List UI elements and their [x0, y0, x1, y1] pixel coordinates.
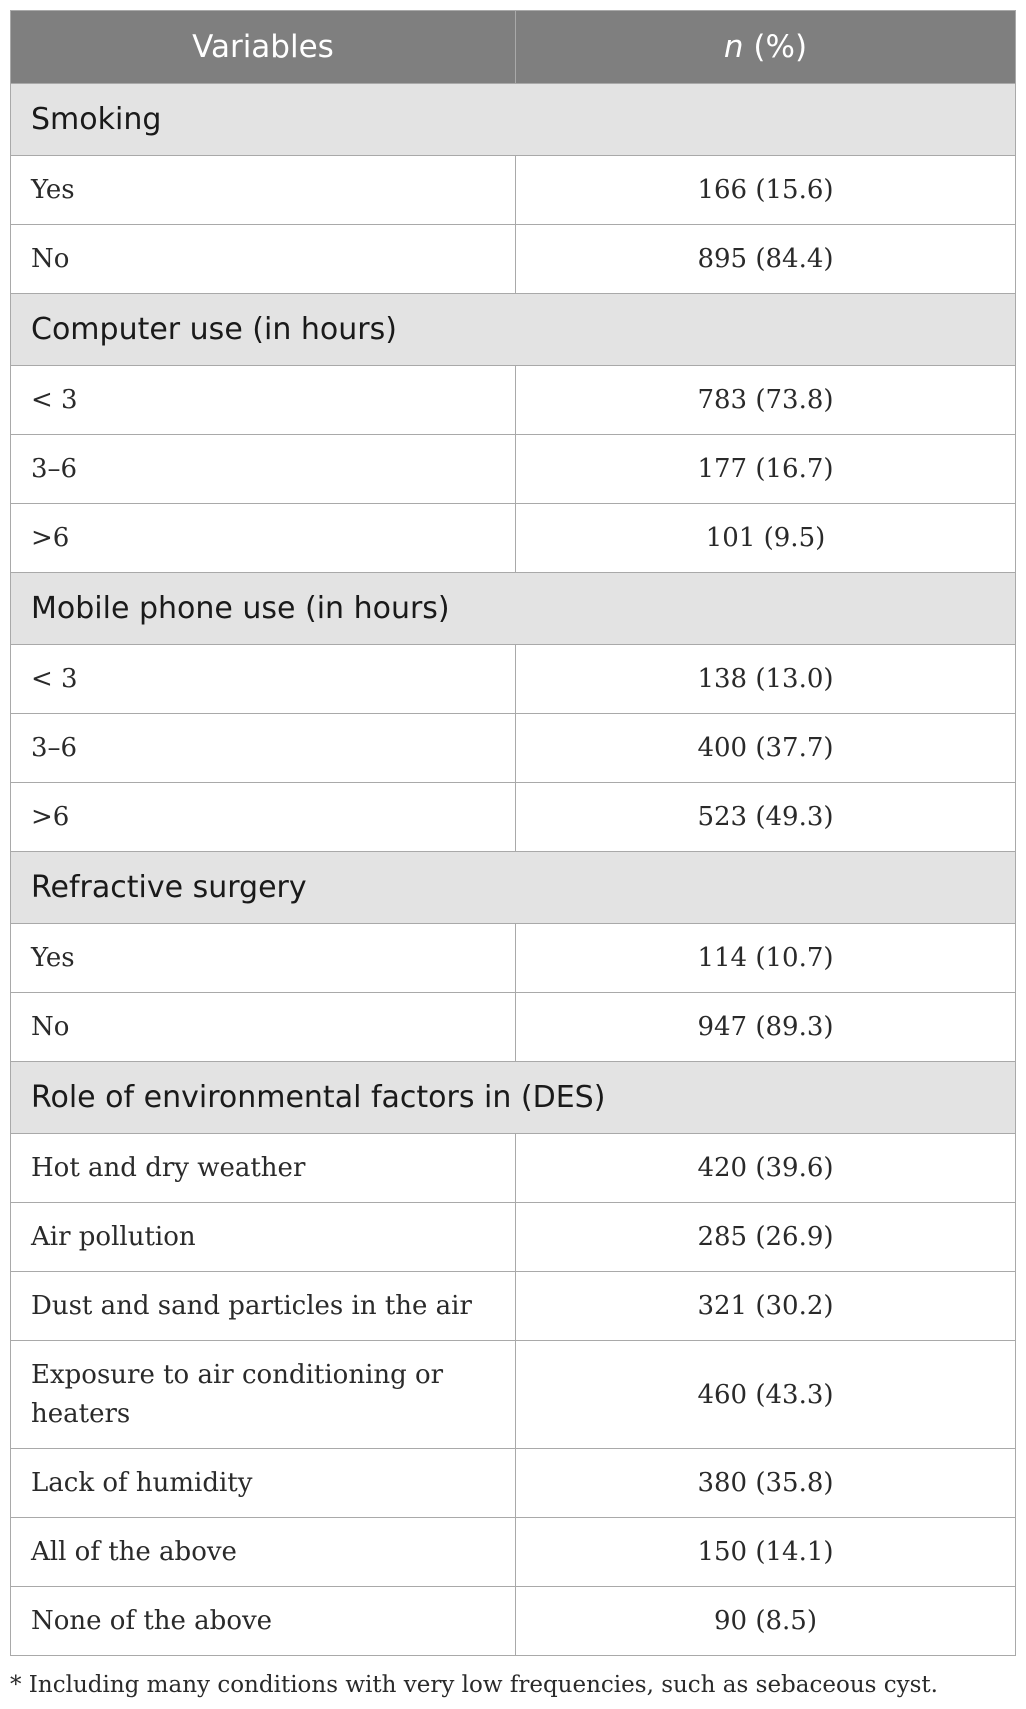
header-variables: Variables — [11, 11, 516, 84]
row-label: >6 — [11, 504, 516, 573]
row-value: 400 (37.7) — [516, 714, 1016, 783]
row-value: 420 (39.6) — [516, 1134, 1016, 1203]
row-label: Lack of humidity — [11, 1449, 516, 1518]
row-label: No — [11, 993, 516, 1062]
row-label: Exposure to air conditioning or heaters — [11, 1341, 516, 1449]
section-row — [11, 852, 1016, 924]
table-row — [11, 714, 1016, 783]
row-label: No — [11, 225, 516, 294]
table-row — [11, 783, 1016, 852]
table-row — [11, 1272, 1016, 1341]
section-title: Mobile phone use (in hours) — [11, 573, 1016, 645]
table-row — [11, 1134, 1016, 1203]
section-title: Smoking — [11, 84, 1016, 156]
row-label: Air pollution — [11, 1203, 516, 1272]
row-label: 3–6 — [11, 714, 516, 783]
table-row — [11, 645, 1016, 714]
header-n: n — [723, 29, 744, 65]
row-value: 285 (26.9) — [516, 1203, 1016, 1272]
section-row — [11, 294, 1016, 366]
table-row — [11, 1518, 1016, 1587]
section-row — [11, 84, 1016, 156]
row-value: 321 (30.2) — [516, 1272, 1016, 1341]
row-label: Hot and dry weather — [11, 1134, 516, 1203]
row-label: Dust and sand particles in the air — [11, 1272, 516, 1341]
row-value: 783 (73.8) — [516, 366, 1016, 435]
row-label: Yes — [11, 924, 516, 993]
row-value: 523 (49.3) — [516, 783, 1016, 852]
table-row — [11, 924, 1016, 993]
row-value: 947 (89.3) — [516, 993, 1016, 1062]
row-label: All of the above — [11, 1518, 516, 1587]
row-label: < 3 — [11, 645, 516, 714]
table-footnote: * Including many conditions with very low frequencies, such as sebaceous cyst. — [10, 1672, 938, 1698]
row-value: 138 (13.0) — [516, 645, 1016, 714]
table-row — [11, 435, 1016, 504]
table-row — [11, 366, 1016, 435]
table-row — [11, 1449, 1016, 1518]
header-percent: (%) — [743, 29, 808, 65]
section-title: Computer use (in hours) — [11, 294, 1016, 366]
row-label: >6 — [11, 783, 516, 852]
section-title: Refractive surgery — [11, 852, 1016, 924]
data-table-container — [10, 10, 1015, 1656]
table-row — [11, 225, 1016, 294]
row-value: 380 (35.8) — [516, 1449, 1016, 1518]
row-label: None of the above — [11, 1587, 516, 1656]
row-value: 460 (43.3) — [516, 1341, 1016, 1449]
row-value: 166 (15.6) — [516, 156, 1016, 225]
row-label: < 3 — [11, 366, 516, 435]
table-header-row — [11, 11, 1016, 84]
data-table — [10, 10, 1016, 1656]
table-row — [11, 993, 1016, 1062]
row-value: 895 (84.4) — [516, 225, 1016, 294]
section-row — [11, 573, 1016, 645]
row-label: 3–6 — [11, 435, 516, 504]
section-title: Role of environmental factors in (DES) — [11, 1062, 1016, 1134]
header-n-percent — [516, 11, 1016, 84]
table-row — [11, 1341, 1016, 1449]
table-row — [11, 156, 1016, 225]
row-value: 90 (8.5) — [516, 1587, 1016, 1656]
row-value: 150 (14.1) — [516, 1518, 1016, 1587]
row-value: 101 (9.5) — [516, 504, 1016, 573]
row-label: Yes — [11, 156, 516, 225]
table-row — [11, 1203, 1016, 1272]
section-row — [11, 1062, 1016, 1134]
row-value: 177 (16.7) — [516, 435, 1016, 504]
table-row — [11, 504, 1016, 573]
row-value: 114 (10.7) — [516, 924, 1016, 993]
table-row — [11, 1587, 1016, 1656]
